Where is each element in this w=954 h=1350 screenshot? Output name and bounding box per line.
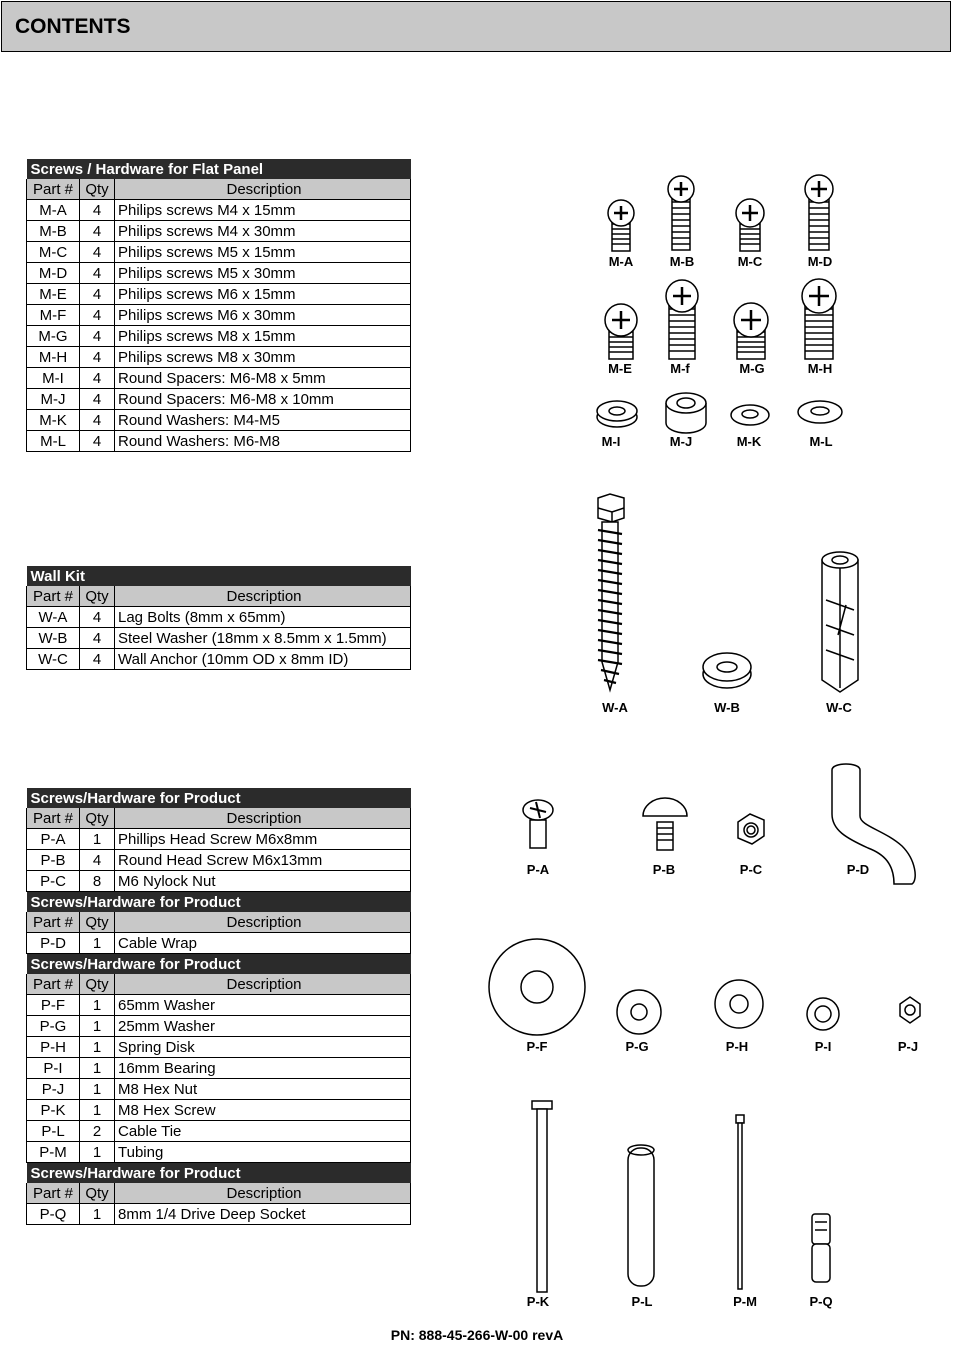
part-label: P-B [652,862,676,877]
quantity-cell: 4 [80,649,115,670]
quantity-cell: 4 [80,389,115,410]
description-cell: Round Washers: M6-M8 [115,431,411,452]
quantity-cell: 4 [80,850,115,871]
col-description-header: Description [115,808,411,829]
col-description-header: Description [115,586,411,607]
screw-m-e-icon [605,304,637,359]
description-cell: Philips screws M5 x 15mm [115,242,411,263]
part-label: M-I [601,434,621,449]
part-label: M-A [608,254,634,269]
part-number-cell: P-A [27,829,80,850]
part-number-cell: P-G [27,1016,80,1037]
lag-bolt-icon [598,494,624,690]
quantity-cell: 4 [80,347,115,368]
part-number-cell: M-L [27,431,80,452]
col-qty-header: Qty [80,179,115,200]
col-qty-header: Qty [80,1183,115,1204]
part-label: M-D [807,254,833,269]
washer-m-l-icon [798,401,842,423]
phillips-screw-p-a-icon [523,800,553,848]
description-cell: M8 Hex Nut [115,1079,411,1100]
description-cell: Cable Tie [115,1121,411,1142]
screw-m-f-icon [666,280,698,359]
spacer-m-i-icon [597,401,637,427]
part-label: P-K [526,1294,550,1309]
part-number-cell: M-I [27,368,80,389]
col-part-header: Part # [27,1183,80,1204]
quantity-cell: 1 [80,1100,115,1121]
part-label: P-F [526,1039,548,1054]
screw-m-c-icon [736,199,764,251]
screw-m-d-icon [805,175,833,250]
quantity-cell: 4 [80,628,115,649]
wall-anchor-icon [822,552,858,692]
quantity-cell: 1 [80,1142,115,1163]
quantity-cell: 4 [80,242,115,263]
washer-65mm-icon [489,939,585,1035]
quantity-cell: 4 [80,284,115,305]
part-label: W-B [714,700,740,715]
part-number-cell: P-F [27,995,80,1016]
col-qty-header: Qty [80,586,115,607]
hex-nut-icon [900,997,920,1023]
quantity-cell: 4 [80,368,115,389]
description-cell: Philips screws M5 x 30mm [115,263,411,284]
description-cell: Phillips Head Screw M6x8mm [115,829,411,850]
description-cell: 8mm 1/4 Drive Deep Socket [115,1204,411,1225]
description-cell: Philips screws M4 x 30mm [115,221,411,242]
col-description-header: Description [115,1183,411,1204]
description-cell: Philips screws M8 x 15mm [115,326,411,347]
col-part-header: Part # [27,912,80,933]
part-label: P-Q [809,1294,833,1309]
part-label: M-B [669,254,695,269]
part-label: P-L [631,1294,653,1309]
col-description-header: Description [115,974,411,995]
part-label: P-H [725,1039,749,1054]
col-description-header: Description [115,912,411,933]
col-qty-header: Qty [80,974,115,995]
table-title: Screws/Hardware for Product [27,954,411,975]
description-cell: M8 Hex Screw [115,1100,411,1121]
col-part-header: Part # [27,586,80,607]
spring-disk-icon [715,980,763,1028]
page-title: CONTENTS [15,15,131,38]
col-part-header: Part # [27,179,80,200]
table-title: Screws/Hardware for Product [27,892,411,913]
col-part-header: Part # [27,974,80,995]
part-number-cell: M-D [27,263,80,284]
tubing-icon [628,1145,654,1286]
part-label: M-E [608,361,632,376]
quantity-cell: 1 [80,1037,115,1058]
part-number-cell: P-H [27,1037,80,1058]
description-cell: Round Spacers: M6-M8 x 5mm [115,368,411,389]
part-label: P-D [846,862,870,877]
part-number-cell: M-C [27,242,80,263]
quantity-cell: 1 [80,1058,115,1079]
col-part-header: Part # [27,808,80,829]
part-number-cell: P-Q [27,1204,80,1225]
part-label: P-I [814,1039,832,1054]
quantity-cell: 8 [80,871,115,892]
part-number-cell: P-J [27,1079,80,1100]
description-cell: Philips screws M6 x 15mm [115,284,411,305]
part-label: W-A [602,700,628,715]
cable-tie-icon [736,1115,744,1289]
part-number-cell: W-B [27,628,80,649]
description-cell: Tubing [115,1142,411,1163]
part-number-cell: P-L [27,1121,80,1142]
description-cell: Round Head Screw M6x13mm [115,850,411,871]
table-title: Wall Kit [27,566,411,586]
part-label: P-M [733,1294,757,1309]
part-label: M-J [669,434,693,449]
part-number-cell: P-D [27,933,80,954]
quantity-cell: 1 [80,1016,115,1037]
part-number-cell: M-A [27,200,80,221]
table-title: Screws/Hardware for Product [27,1163,411,1184]
spacer-m-j-icon [666,393,706,433]
screw-m-g-icon [734,303,768,359]
nylock-nut-icon [738,814,764,844]
part-label: M-f [670,361,690,376]
part-label: M-C [737,254,763,269]
col-qty-header: Qty [80,912,115,933]
description-cell: Round Spacers: M6-M8 x 10mm [115,389,411,410]
quantity-cell: 4 [80,200,115,221]
screw-m-b-icon [668,176,694,250]
quantity-cell: 1 [80,1079,115,1100]
part-label: M-K [736,434,762,449]
description-cell: Philips screws M4 x 15mm [115,200,411,221]
part-number-cell: P-C [27,871,80,892]
quantity-cell: 1 [80,1204,115,1225]
part-number-cell: M-H [27,347,80,368]
part-label: P-G [625,1039,649,1054]
part-label: P-A [526,862,550,877]
quantity-cell: 1 [80,933,115,954]
description-cell: M6 Nylock Nut [115,871,411,892]
description-cell: Wall Anchor (10mm OD x 8mm ID) [115,649,411,670]
part-number: PN: 888-45-266-W-00 revA [390,1327,564,1343]
col-qty-header: Qty [80,808,115,829]
part-label: M-L [809,434,833,449]
steel-washer-icon [703,653,751,688]
hex-screw-icon [532,1101,552,1292]
bearing-icon [807,998,839,1030]
part-number-cell: M-E [27,284,80,305]
quantity-cell: 1 [80,995,115,1016]
quantity-cell: 4 [80,431,115,452]
part-number-cell: M-G [27,326,80,347]
quantity-cell: 4 [80,326,115,347]
part-number-cell: M-K [27,410,80,431]
description-cell: 16mm Bearing [115,1058,411,1079]
deep-socket-icon [812,1214,830,1282]
part-label: M-H [807,361,833,376]
description-cell: Cable Wrap [115,933,411,954]
part-number-cell: P-I [27,1058,80,1079]
quantity-cell: 4 [80,263,115,284]
quantity-cell: 2 [80,1121,115,1142]
screw-m-a-icon [608,200,634,251]
part-label: P-J [897,1039,919,1054]
part-number-cell: W-A [27,607,80,628]
part-number-cell: M-J [27,389,80,410]
part-label: P-C [739,862,763,877]
washer-m-k-icon [731,405,769,425]
description-cell: Steel Washer (18mm x 8.5mm x 1.5mm) [115,628,411,649]
part-number-cell: W-C [27,649,80,670]
quantity-cell: 4 [80,305,115,326]
description-cell: 25mm Washer [115,1016,411,1037]
quantity-cell: 4 [80,607,115,628]
washer-25mm-icon [617,990,661,1034]
description-cell: Round Washers: M4-M5 [115,410,411,431]
part-label: M-G [739,361,765,376]
part-number-cell: M-B [27,221,80,242]
quantity-cell: 4 [80,221,115,242]
quantity-cell: 4 [80,410,115,431]
table-title: Screws/Hardware for Product [27,788,411,808]
cable-wrap-icon [832,764,915,884]
description-cell: 65mm Washer [115,995,411,1016]
description-cell: Spring Disk [115,1037,411,1058]
description-cell: Lag Bolts (8mm x 65mm) [115,607,411,628]
quantity-cell: 1 [80,829,115,850]
description-cell: Philips screws M6 x 30mm [115,305,411,326]
table-title: Screws / Hardware for Flat Panel [27,159,411,179]
col-description-header: Description [115,179,411,200]
part-label: W-C [826,700,852,715]
screw-m-h-icon [802,279,836,359]
part-number-cell: P-M [27,1142,80,1163]
part-number-cell: M-F [27,305,80,326]
part-number-cell: P-K [27,1100,80,1121]
part-number-cell: P-B [27,850,80,871]
description-cell: Philips screws M8 x 30mm [115,347,411,368]
round-head-screw-p-b-icon [643,798,687,850]
